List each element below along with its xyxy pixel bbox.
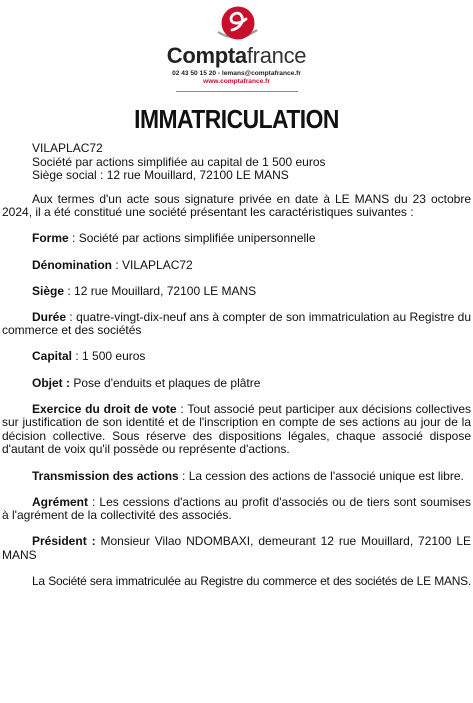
company-legal-form: Société par actions simplifiée au capital de 1 500 euros bbox=[32, 154, 326, 169]
intro-paragraph: Aux termes d'un acte sous signature privée en date à LE MANS du 23 octobre 2024, il a été constitué une société présentant les caractéristiques suivantes : bbox=[2, 191, 471, 220]
field-value: Pose d'enduits et plaques de plâtre bbox=[73, 375, 261, 390]
field-value: La cession des actions de l'associé unique est libre. bbox=[188, 468, 464, 483]
field-label: Agrément bbox=[32, 494, 89, 509]
field-duree: Durée : quatre-vingt-dix-neuf ans à compter de son immatriculation au Registre du commerce et des sociétés bbox=[2, 309, 471, 338]
field-denomination: Dénomination : VILAPLAC72 bbox=[32, 257, 193, 272]
field-agrement: Agrément : Les cessions d'actions au profit d'associés ou de tiers sont soumises à l'agrément de la collectivité des associés. bbox=[2, 494, 471, 523]
notice-body bbox=[2, 142, 471, 589]
field-value: Monsieur Vilao NDOMBAXI, demeurant 12 rue Mouillard, 72100 LE MANS bbox=[2, 534, 471, 562]
field-label: Exercice du droit de vote bbox=[32, 401, 177, 416]
company-name: VILAPLAC72 bbox=[32, 141, 103, 155]
field-label: Forme bbox=[32, 231, 69, 246]
field-label: Capital bbox=[32, 349, 73, 364]
field-siege: Siège : 12 rue Mouillard, 72100 LE MANS bbox=[32, 283, 257, 298]
field-capital: Capital : 1 500 euros bbox=[32, 349, 146, 364]
field-transmission: Transmission des actions : La cession des actions de l'associé unique est libre. bbox=[32, 468, 464, 483]
field-value: quatre-vingt-dix-neuf ans à compter de son immatriculation au Registre du commerce et des sociétés bbox=[2, 309, 471, 338]
field-label: Durée bbox=[32, 309, 67, 324]
field-label: Président : bbox=[32, 534, 96, 549]
comptafrance-logo-icon bbox=[213, 4, 261, 46]
brand-name-a: Compta bbox=[166, 43, 247, 68]
closing-paragraph: La Société sera immatriculée au Registre du commerce et des sociétés de LE MANS. bbox=[32, 573, 471, 588]
field-president bbox=[2, 535, 471, 562]
field-vote: Exercice du droit de vote : Tout associé peut participer aux décisions collectives sur justification de son identité et de l'inscription en compte de ses actions au jour de la décision collective. Sous réserve des dispositions légales, chaque associé dispose d'autant de voix qu'il possède ou représente d'actions. bbox=[2, 401, 471, 457]
notice-title: IMMATRICULATION bbox=[134, 104, 339, 134]
company-seat: Siège social : 12 rue Mouillard, 72100 LE MANS bbox=[32, 168, 289, 183]
field-label: Dénomination bbox=[32, 257, 112, 272]
brand-name-b: france bbox=[246, 43, 307, 68]
field-value: Tout associé peut participer aux décisions collectives sur justification de son identité et de l'inscription en compte de ses actions au jour de la décision collective. Sous réserve des dispositions légales, chaque associé dispose d'autant de voix qu'il possède ou représente d'actions. bbox=[2, 401, 471, 457]
header-logo bbox=[0, 4, 473, 92]
brand-name bbox=[0, 44, 473, 68]
field-value: Les cessions d'actions au profit d'associés ou de tiers sont soumises à l'agrément de la collectivité des associés. bbox=[2, 494, 471, 523]
field-label: Siège bbox=[32, 283, 65, 298]
field-value: Société par actions simplifiée unipersonnelle bbox=[78, 231, 316, 246]
field-label: Transmission des actions bbox=[32, 468, 179, 483]
website-line: www.comptafrance.fr bbox=[203, 78, 270, 85]
header-divider bbox=[176, 91, 298, 92]
field-value: 12 rue Mouillard, 72100 LE MANS bbox=[74, 283, 257, 298]
field-objet bbox=[2, 377, 471, 391]
field-value: VILAPLAC72 bbox=[122, 257, 193, 272]
field-value: 1 500 euros bbox=[82, 349, 146, 364]
contact-line: 02 43 50 15 20 - lemans@comptafrance.fr bbox=[172, 70, 301, 77]
field-forme: Forme : Société par actions simplifiée unipersonnelle bbox=[32, 231, 316, 246]
field-label: Objet : bbox=[32, 375, 70, 390]
